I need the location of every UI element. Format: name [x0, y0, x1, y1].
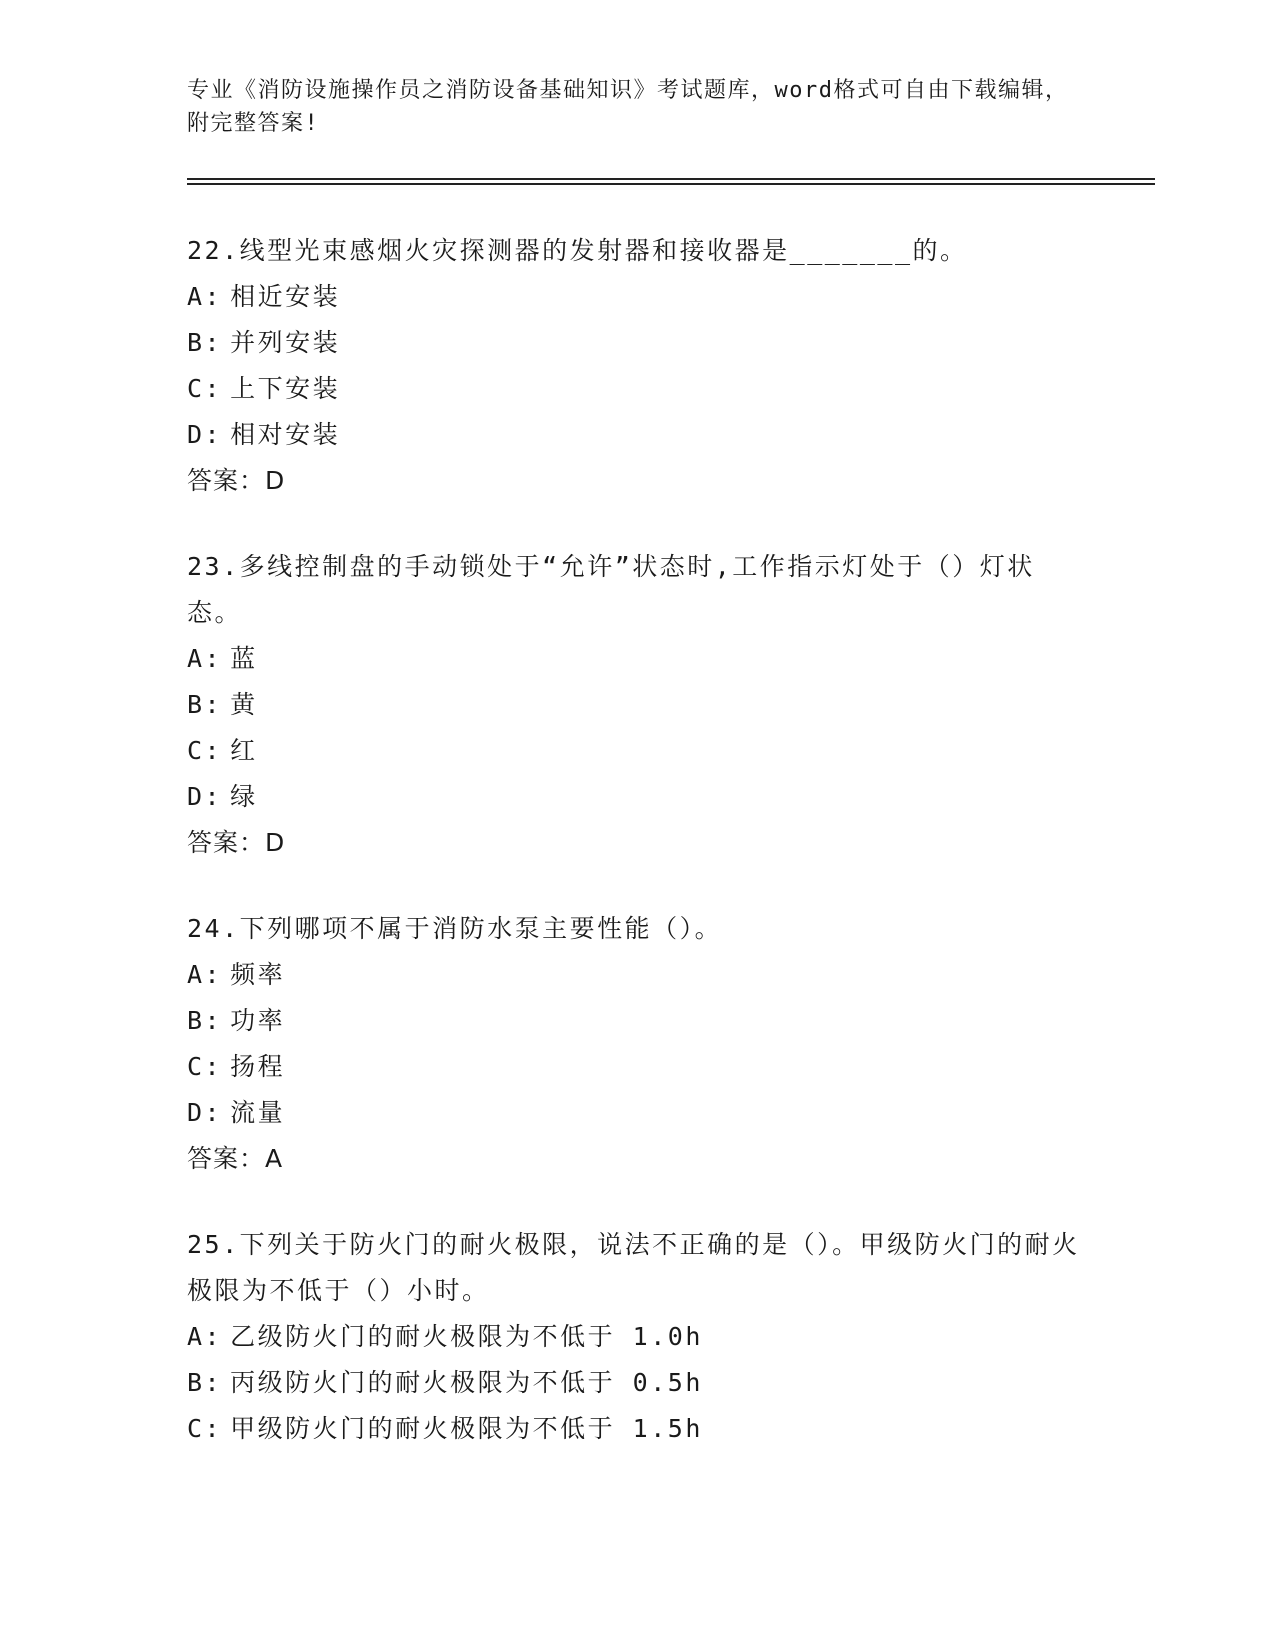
option-a: [187, 952, 1087, 998]
option-text: 流量: [230, 1098, 286, 1127]
option-letter: B:: [187, 1006, 223, 1035]
option-d: [187, 1090, 1087, 1136]
option-letter: A:: [187, 644, 223, 673]
option-c: [187, 728, 1087, 774]
option-a: [187, 636, 1087, 682]
option-c: [187, 366, 1087, 412]
question-text: 25.下列关于防火门的耐火极限，说法不正确的是（）。甲级防火门的耐火极限为不低于（）小时。: [187, 1230, 1080, 1305]
option-letter: B:: [187, 690, 223, 719]
answer-line: 答案：D: [187, 466, 286, 495]
option-b: [187, 320, 1087, 366]
option-letter: C:: [187, 374, 223, 403]
question-text: 23.多线控制盘的手动锁处于“允许”状态时,工作指示灯处于（）灯状态。: [187, 552, 1035, 627]
option-letter: D:: [187, 1098, 223, 1127]
option-text: 甲级防火门的耐火极限为不低于 1.5h: [230, 1414, 703, 1443]
option-text: 功率: [230, 1006, 286, 1035]
option-text: 黄: [230, 690, 258, 719]
option-text: 相对安装: [230, 420, 341, 449]
option-letter: C:: [187, 1414, 223, 1443]
option-text: 并列安装: [230, 328, 341, 357]
option-letter: B:: [187, 328, 223, 357]
option-a: [187, 274, 1087, 320]
option-text: 扬程: [230, 1052, 286, 1081]
option-letter: A:: [187, 960, 223, 989]
option-letter: D:: [187, 782, 223, 811]
header-divider-top: [187, 178, 1155, 180]
question-25: [187, 1222, 1087, 1452]
header-divider-bottom: [187, 183, 1155, 185]
question-22: [187, 228, 1087, 504]
option-c: [187, 1406, 1087, 1452]
option-letter: D:: [187, 420, 223, 449]
option-b: [187, 998, 1087, 1044]
option-b: [187, 682, 1087, 728]
option-letter: C:: [187, 736, 223, 765]
option-letter: C:: [187, 1052, 223, 1081]
option-a: [187, 1314, 1087, 1360]
question-text: 22.线型光束感烟火灾探测器的发射器和接收器是_______的。: [187, 236, 968, 265]
question-23: [187, 544, 1087, 866]
option-letter: B:: [187, 1368, 223, 1397]
option-text: 蓝: [230, 644, 258, 673]
option-text: 丙级防火门的耐火极限为不低于 0.5h: [230, 1368, 703, 1397]
option-text: 相近安装: [230, 282, 341, 311]
option-text: 红: [230, 736, 258, 765]
option-text: 上下安装: [230, 374, 341, 403]
option-letter: A:: [187, 1322, 223, 1351]
option-text: 频率: [230, 960, 286, 989]
question-text: 24.下列哪项不属于消防水泵主要性能（）。: [187, 914, 723, 943]
question-24: [187, 906, 1087, 1182]
option-b: [187, 1360, 1087, 1406]
question-list: [187, 228, 1087, 1492]
option-text: 乙级防火门的耐火极限为不低于 1.0h: [230, 1322, 703, 1351]
option-d: [187, 412, 1087, 458]
answer-line: 答案：D: [187, 828, 286, 857]
answer-line: 答案：A: [187, 1144, 284, 1173]
option-letter: A:: [187, 282, 223, 311]
document-intro: 专业《消防设施操作员之消防设备基础知识》考试题库，word格式可自由下载编辑，附完整答案!: [187, 78, 1069, 136]
option-c: [187, 1044, 1087, 1090]
option-d: [187, 774, 1087, 820]
option-text: 绿: [230, 782, 258, 811]
